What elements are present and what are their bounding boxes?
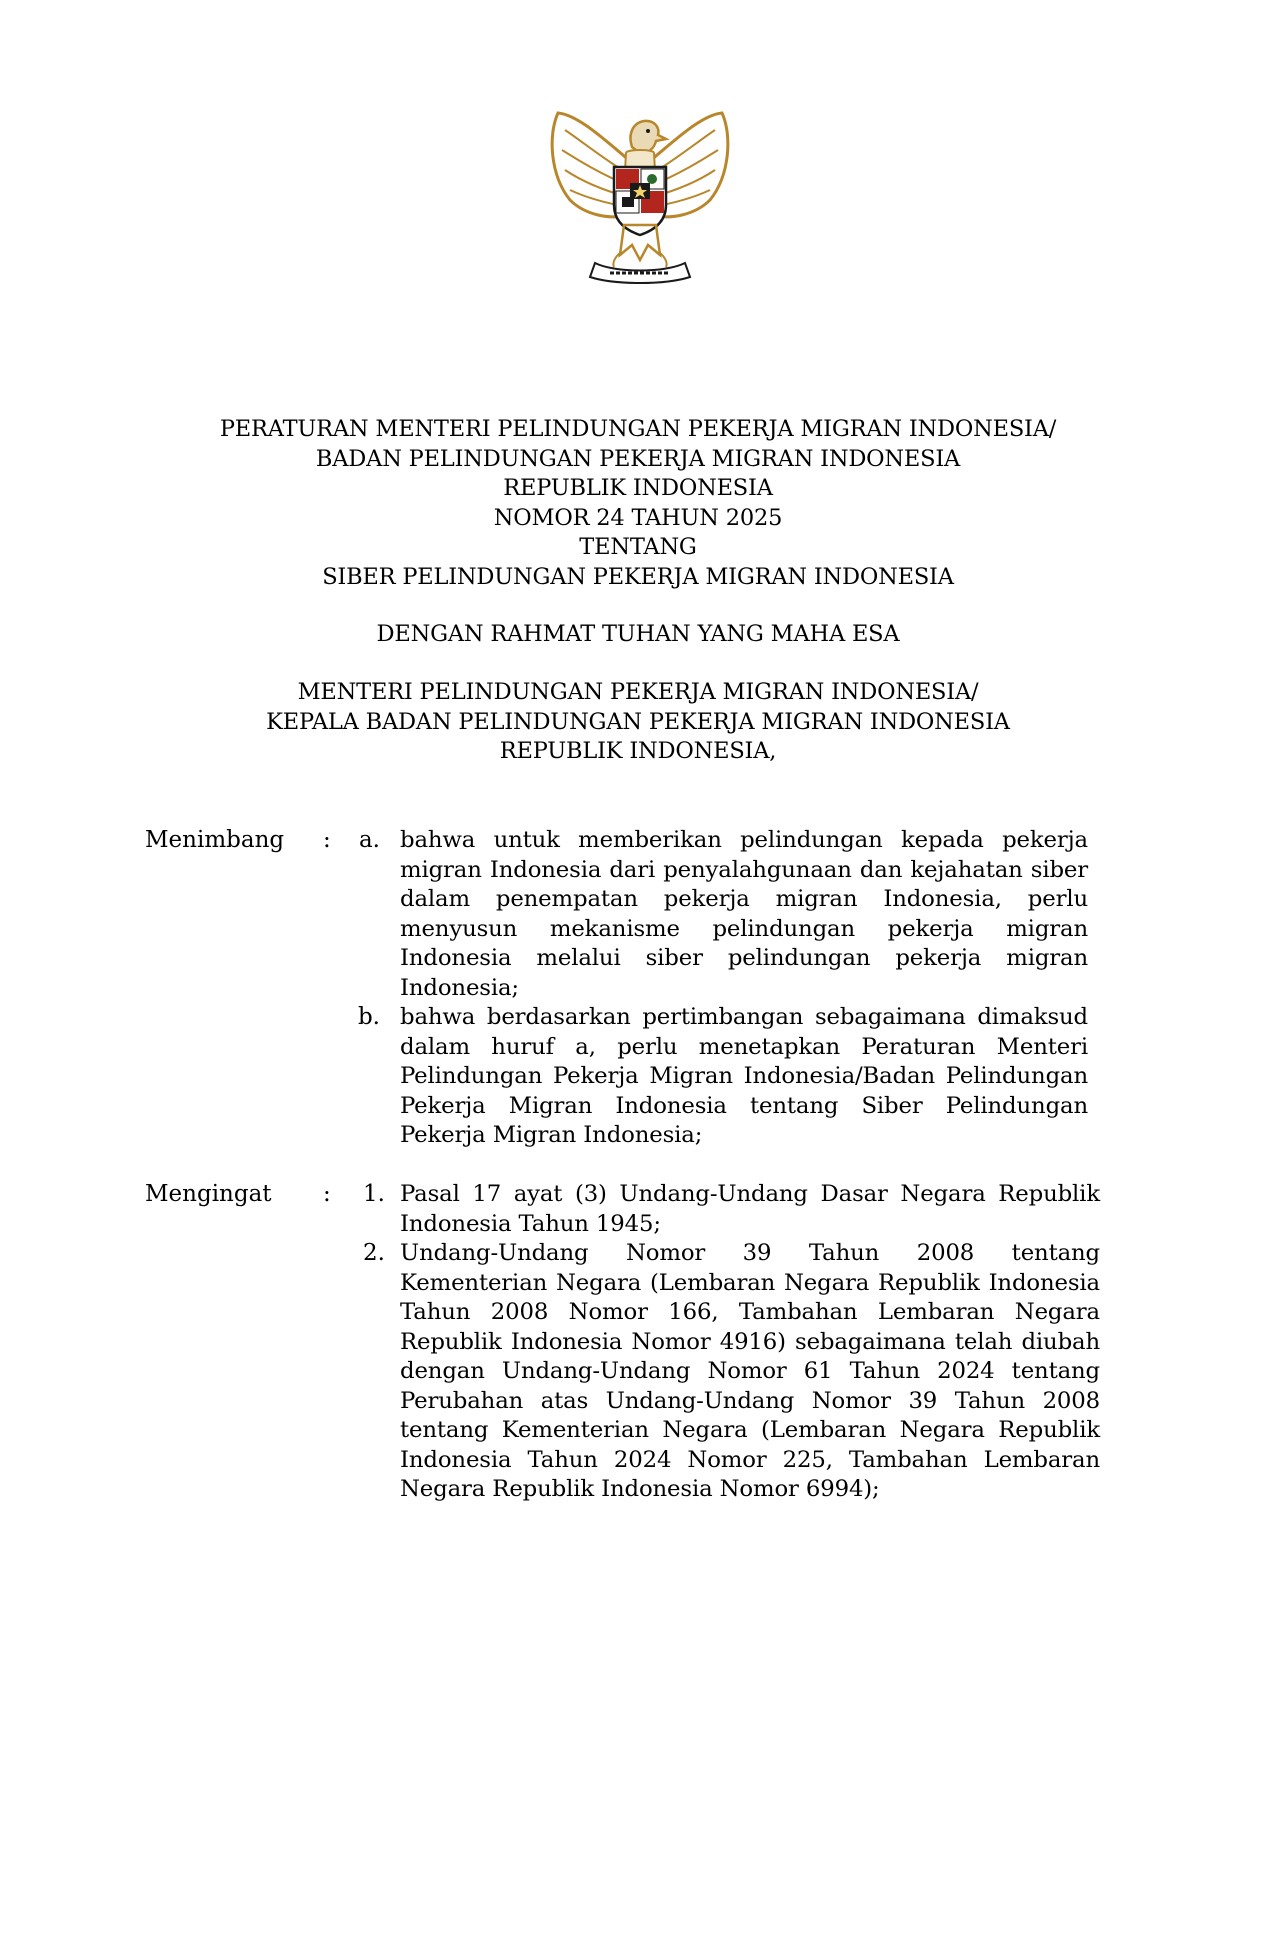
title-line: BADAN PELINDUNGAN PEKERJA MIGRAN INDONESIA xyxy=(315,445,961,472)
mengingat-item-2: Undang-Undang Nomor 39 Tahun 2008 tentang Kementerian Negara (Lembaran Negara Republik Indonesia Tahun 2008 Nomor 166, Tambahan Lembaran Negara Republik Indonesia Nomor 4916) sebagaimana telah diubah dengan Undang-Undang Nomor 61 Tahun 2024 tentang Perubahan atas Undang-Undang Nomor 39 Tahun 2008 tentang Kementerian Negara (Lembaran Negara Republik Indonesia Tahun 2024 Nomor 225, Tambahan Lembaran Negara Republik Indonesia Nomor 6994); xyxy=(400,1240,1100,1502)
menimbang-label: Menimbang xyxy=(145,827,285,853)
title-line: REPUBLIK INDONESIA xyxy=(503,475,773,501)
menimbang-item-a: bahwa untuk memberikan pelindungan kepada pekerja migran Indonesia dari penyalahgunaan dan kejahatan siber dalam penempatan pekerja migran Indonesia, perlu menyusun mekanisme pelindungan pekerja migran Indonesia melalui siber pelindungan pekerja migran Indonesia; xyxy=(400,827,1088,1001)
minister-line: REPUBLIK INDONESIA, xyxy=(499,738,777,764)
menimbang-marker-b: b. xyxy=(357,1004,380,1030)
rahmat-line: DENGAN RAHMAT TUHAN YANG MAHA ESA xyxy=(376,621,900,647)
menimbang-item-b: bahwa berdasarkan pertimbangan sebagaimana dimaksud dalam huruf a, perlu menetapkan Peraturan Menteri Pelindungan Pekerja Migran Indonesia/Badan Pelindungan Pekerja Migran Indonesia tentang Siber Pelindungan Pekerja Migran Indonesia; xyxy=(400,1004,1088,1148)
minister-line: KEPALA BADAN PELINDUNGAN PEKERJA MIGRAN INDONESIA xyxy=(266,708,1010,735)
title-line: PERATURAN MENTERI PELINDUNGAN PEKERJA MIGRAN INDONESIA/ xyxy=(219,416,1057,442)
mengingat-marker-1: 1. xyxy=(363,1181,385,1207)
menimbang-marker-a: a. xyxy=(358,827,380,853)
mengingat-colon: : xyxy=(323,1181,331,1207)
title-line: TENTANG xyxy=(579,534,697,560)
garuda-head xyxy=(631,121,667,153)
menimbang-colon: : xyxy=(323,827,331,853)
mengingat-marker-2: 2. xyxy=(363,1240,385,1266)
minister-line: MENTERI PELINDUNGAN PEKERJA MIGRAN INDONESIA/ xyxy=(297,679,979,705)
regulation-title xyxy=(0,415,1276,592)
title-line: NOMOR 24 TAHUN 2025 xyxy=(493,504,783,531)
garuda-emblem xyxy=(540,105,740,285)
minister-heading xyxy=(0,678,1276,767)
mengingat-item-1: Pasal 17 ayat (3) Undang-Undang Dasar Negara Republik Indonesia Tahun 1945; xyxy=(400,1181,1100,1237)
mengingat-label: Mengingat xyxy=(145,1181,272,1207)
title-line: SIBER PELINDUNGAN PEKERJA MIGRAN INDONESIA xyxy=(322,563,954,590)
